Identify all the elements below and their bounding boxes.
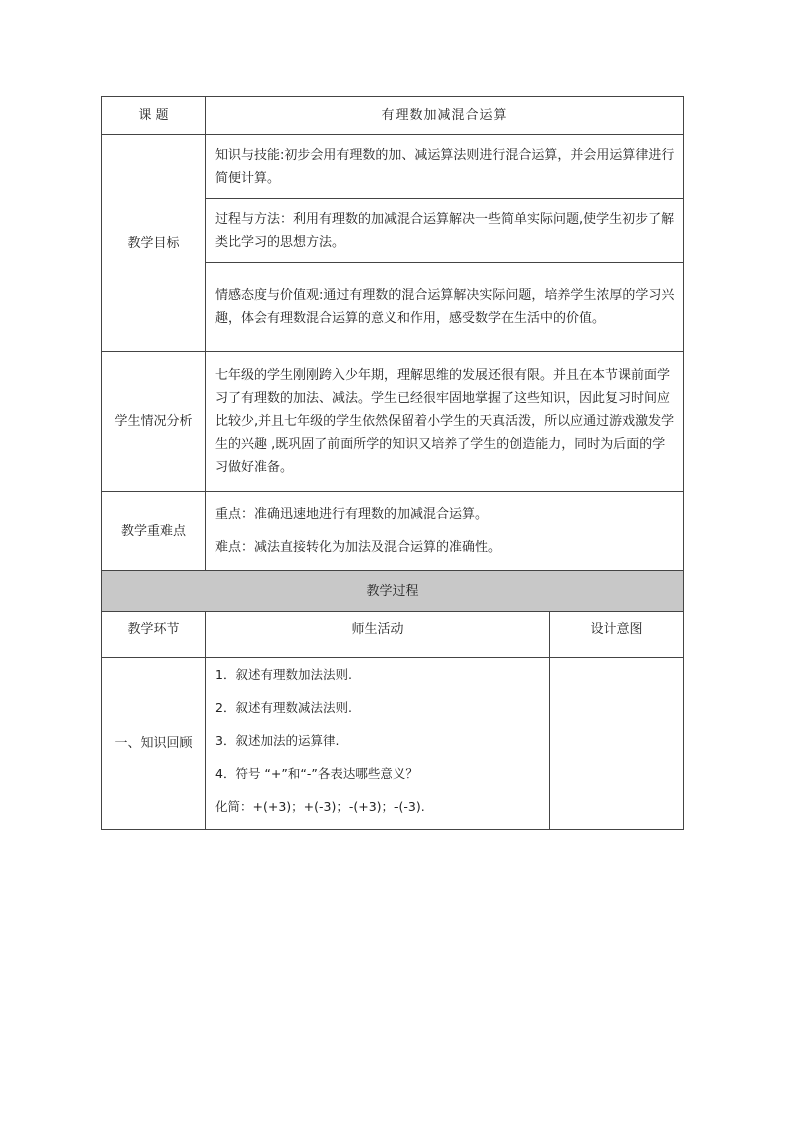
topic-row	[102, 97, 684, 135]
lesson-title: 有理数加减混合运算	[206, 97, 684, 135]
objective-row-knowledge	[102, 135, 684, 199]
hard-point: 难点：减法直接转化为加法及混合运算的准确性。	[215, 540, 502, 555]
analysis-label: 学生情况分析	[102, 352, 206, 492]
column-header-stage: 教学环节	[102, 612, 206, 658]
objective-knowledge: 知识与技能:初步会用有理数的加、减运算法则进行混合运算，并会用运算律进行简便计算。	[206, 135, 684, 199]
key-point: 重点：准确迅速地进行有理数的加减混合运算。	[215, 507, 489, 522]
column-header-activity: 师生活动	[206, 612, 550, 658]
review-item: 3．叙述加法的运算律.	[215, 733, 340, 748]
process-header-row	[102, 612, 684, 658]
review-activity	[206, 658, 550, 830]
analysis-text: 七年级的学生刚刚跨入少年期，理解思维的发展还很有限。并且在本节课前面学习了有理数的加法、减法。学生已经很牢固地掌握了这些知识，因此复习时间应比较少,并且七年级的学生依然保留着小学生的天真活泼，所以应通过游戏激发学生的兴趣 ,既巩固了前面所学的知识又培养了学生的创造能力，同时为后面的学习做好准备。	[206, 352, 684, 492]
process-section-row	[102, 571, 684, 612]
difficulty-row	[102, 492, 684, 571]
objectives-label: 教学目标	[102, 135, 206, 352]
difficulty-content	[206, 492, 684, 571]
column-header-intent: 设计意图	[550, 612, 684, 658]
process-section-title: 教学过程	[102, 571, 684, 612]
analysis-row	[102, 352, 684, 492]
review-stage: 一、知识回顾	[102, 658, 206, 830]
review-intent	[550, 658, 684, 830]
review-item: 1．叙述有理数加法法则.	[215, 667, 352, 682]
review-item: 化简：+(+3)；+(-3)；-(+3)；-(-3).	[215, 799, 425, 814]
objective-emotion: 情感态度与价值观:通过有理数的混合运算解决实际问题，培养学生浓厚的学习兴趣，体会有理数混合运算的意义和作用，感受数学在生活中的价值。	[206, 263, 684, 352]
difficulty-label: 教学重难点	[102, 492, 206, 571]
review-item: 4．符号 “+”和“-”各表达哪些意义？	[215, 766, 418, 781]
lesson-plan-table	[101, 96, 684, 830]
objective-process: 过程与方法：利用有理数的加减混合运算解决一些简单实际问题,使学生初步了解类比学习的思想方法。	[206, 199, 684, 263]
topic-label: 课 题	[102, 97, 206, 135]
review-row	[102, 658, 684, 830]
review-item: 2．叙述有理数减法法则.	[215, 700, 352, 715]
